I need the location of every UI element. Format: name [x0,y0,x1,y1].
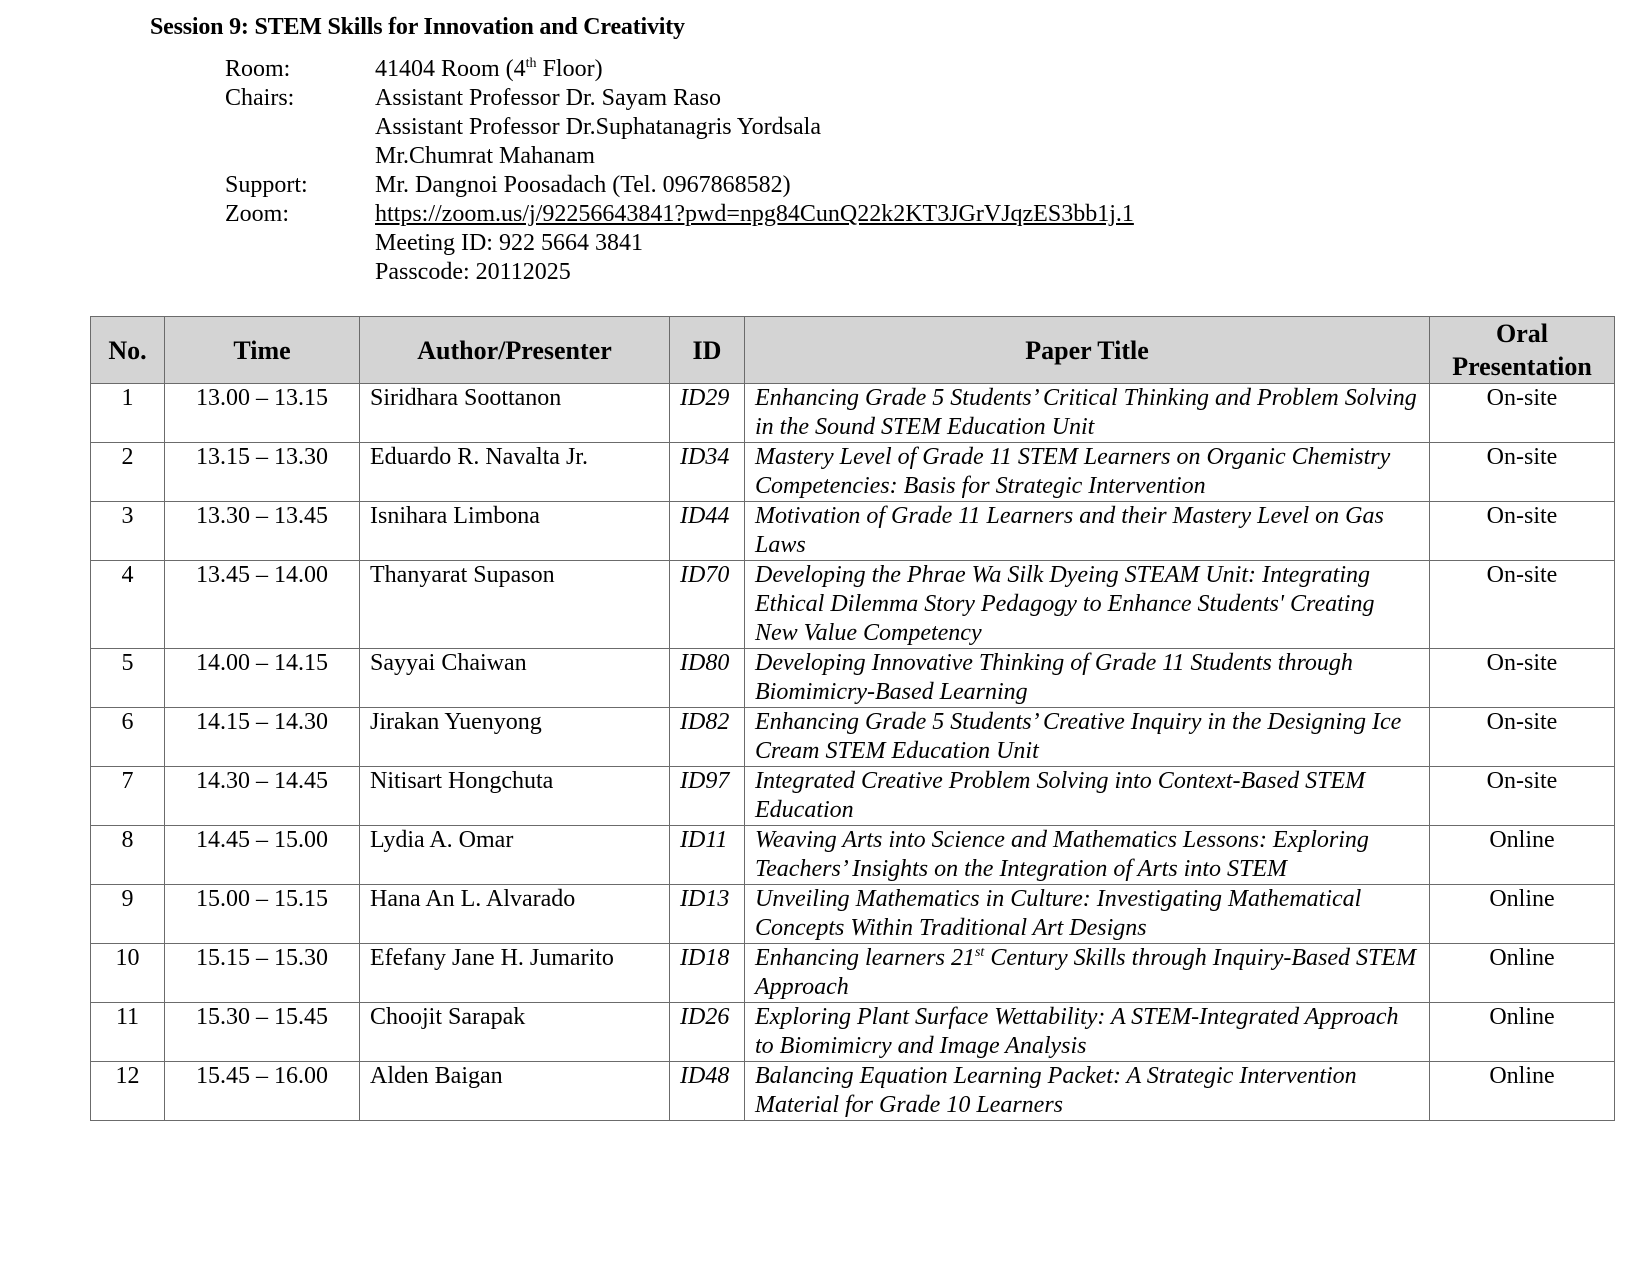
cell-id: ID18 [670,944,745,1003]
cell-id: ID11 [670,826,745,885]
cell-title: Developing Innovative Thinking of Grade 11 Students through Biomimicry-Based Learning [745,649,1430,708]
cell-title-post: Century Skills through Inquiry-Based STEM Approach [755,945,1417,1000]
cell-author: Siridhara Soottanon [360,384,670,443]
cell-time: 15.15 – 15.30 [165,944,360,1003]
table-row [91,502,1615,561]
cell-author: Lydia A. Omar [360,826,670,885]
cell-no: 4 [91,561,165,649]
chair-name: Mr.Chumrat Mahanam [375,143,595,169]
cell-oral: On-site [1430,649,1615,708]
table-row [91,826,1615,885]
cell-id: ID29 [670,384,745,443]
passcode: Passcode: 20112025 [375,259,571,285]
room-value-suffix: Floor) [536,56,603,82]
schedule-table [90,316,1615,1121]
cell-time: 14.45 – 15.00 [165,826,360,885]
table-row [91,1062,1615,1121]
session-info [225,55,1134,287]
cell-author: Eduardo R. Navalta Jr. [360,443,670,502]
cell-time: 15.00 – 15.15 [165,885,360,944]
cell-no: 3 [91,502,165,561]
room-value [375,55,603,84]
cell-no: 10 [91,944,165,1003]
room-label: Room: [225,56,291,82]
room-value-text: 41404 Room (4 [375,56,526,82]
cell-id: ID26 [670,1003,745,1062]
cell-author: Hana An L. Alvarado [360,885,670,944]
cell-title: Integrated Creative Problem Solving into Context-Based STEM Education [745,767,1430,826]
cell-time: 13.45 – 14.00 [165,561,360,649]
header-oral [1430,317,1615,384]
cell-time: 14.30 – 14.45 [165,767,360,826]
cell-id: ID82 [670,708,745,767]
cell-author: Nitisart Hongchuta [360,767,670,826]
cell-no: 5 [91,649,165,708]
cell-id: ID34 [670,443,745,502]
cell-oral: On-site [1430,502,1615,561]
cell-no: 7 [91,767,165,826]
support-row [225,171,1134,200]
cell-time: 14.00 – 14.15 [165,649,360,708]
cell-id: ID80 [670,649,745,708]
cell-oral: On-site [1430,767,1615,826]
chairs-row [225,84,1134,171]
cell-title: Weaving Arts into Science and Mathematics Lessons: Exploring Teachers’ Insights on the Integration of Arts into STEM [745,826,1430,885]
cell-title: Enhancing Grade 5 Students’ Creative Inquiry in the Designing Ice Cream STEM Education Unit [745,708,1430,767]
table-row [91,767,1615,826]
cell-author: Sayyai Chaiwan [360,649,670,708]
cell-no: 8 [91,826,165,885]
chair-name: Assistant Professor Dr.Suphatanagris Yordsala [375,114,821,140]
header-author: Author/Presenter [360,317,670,384]
cell-time: 15.30 – 15.45 [165,1003,360,1062]
cell-author: Alden Baigan [360,1062,670,1121]
cell-no: 12 [91,1062,165,1121]
cell-oral: On-site [1430,384,1615,443]
cell-no: 6 [91,708,165,767]
cell-oral: Online [1430,885,1615,944]
cell-no: 1 [91,384,165,443]
cell-oral: On-site [1430,708,1615,767]
chairs-list [375,84,821,171]
cell-time: 13.15 – 13.30 [165,443,360,502]
cell-oral: On-site [1430,561,1615,649]
table-row [91,885,1615,944]
cell-id: ID44 [670,502,745,561]
header-time: Time [165,317,360,384]
cell-author: Jirakan Yuenyong [360,708,670,767]
room-value-sup: th [525,56,537,71]
cell-time: 15.45 – 16.00 [165,1062,360,1121]
cell-id: ID48 [670,1062,745,1121]
chairs-label: Chairs: [225,85,295,111]
cell-id: ID97 [670,767,745,826]
header-id: ID [670,317,745,384]
cell-title: Developing the Phrae Wa Silk Dyeing STEAM Unit: Integrating Ethical Dilemma Story Pedagogy to Enhance Students' Creating New Value Competency [745,561,1430,649]
cell-title: Unveiling Mathematics in Culture: Investigating Mathematical Concepts Within Traditional Art Designs [745,885,1430,944]
support-label: Support: [225,172,308,198]
cell-title: Enhancing Grade 5 Students’ Critical Thinking and Problem Solving in the Sound STEM Education Unit [745,384,1430,443]
cell-no: 9 [91,885,165,944]
cell-author: Efefany Jane H. Jumarito [360,944,670,1003]
cell-oral: Online [1430,944,1615,1003]
cell-time: 14.15 – 14.30 [165,708,360,767]
table-row [91,443,1615,502]
cell-author: Isnihara Limbona [360,502,670,561]
zoom-link[interactable]: https://zoom.us/j/92256643841?pwd=npg84CunQ22k2KT3JGrVJqzES3bb1j.1 [375,201,1134,227]
table-row [91,649,1615,708]
zoom-row [225,200,1134,287]
table-header-row [91,317,1615,384]
cell-title [745,944,1430,1003]
meeting-id: Meeting ID: 922 5664 3841 [375,230,643,256]
table-row [91,944,1615,1003]
cell-title-sup: st [974,945,985,960]
cell-title: Mastery Level of Grade 11 STEM Learners on Organic Chemistry Competencies: Basis for Strategic Intervention [745,443,1430,502]
header-title: Paper Title [745,317,1430,384]
cell-title-pre: Enhancing learners 21 [755,945,975,971]
cell-no: 11 [91,1003,165,1062]
table-row [91,1003,1615,1062]
cell-author: Thanyarat Supason [360,561,670,649]
cell-time: 13.00 – 13.15 [165,384,360,443]
support-value: Mr. Dangnoi Poosadach (Tel. 0967868582) [375,172,791,198]
session-title: Session 9: STEM Skills for Innovation and Creativity [150,14,685,40]
header-oral-line2: Presentation [1452,352,1592,381]
cell-id: ID70 [670,561,745,649]
header-oral-line1: Oral [1496,319,1548,348]
table-row [91,384,1615,443]
cell-author: Choojit Sarapak [360,1003,670,1062]
room-row [225,55,1134,84]
cell-id: ID13 [670,885,745,944]
chair-name: Assistant Professor Dr. Sayam Raso [375,85,721,111]
cell-title: Motivation of Grade 11 Learners and their Mastery Level on Gas Laws [745,502,1430,561]
cell-oral: Online [1430,1003,1615,1062]
cell-oral: On-site [1430,443,1615,502]
zoom-label: Zoom: [225,201,289,227]
table-row [91,708,1615,767]
cell-title: Exploring Plant Surface Wettability: A STEM-Integrated Approach to Biomimicry and Image Analysis [745,1003,1430,1062]
cell-oral: Online [1430,826,1615,885]
table-row [91,561,1615,649]
cell-oral: Online [1430,1062,1615,1121]
cell-time: 13.30 – 13.45 [165,502,360,561]
cell-title: Balancing Equation Learning Packet: A Strategic Intervention Material for Grade 10 Learners [745,1062,1430,1121]
cell-no: 2 [91,443,165,502]
header-no: No. [91,317,165,384]
